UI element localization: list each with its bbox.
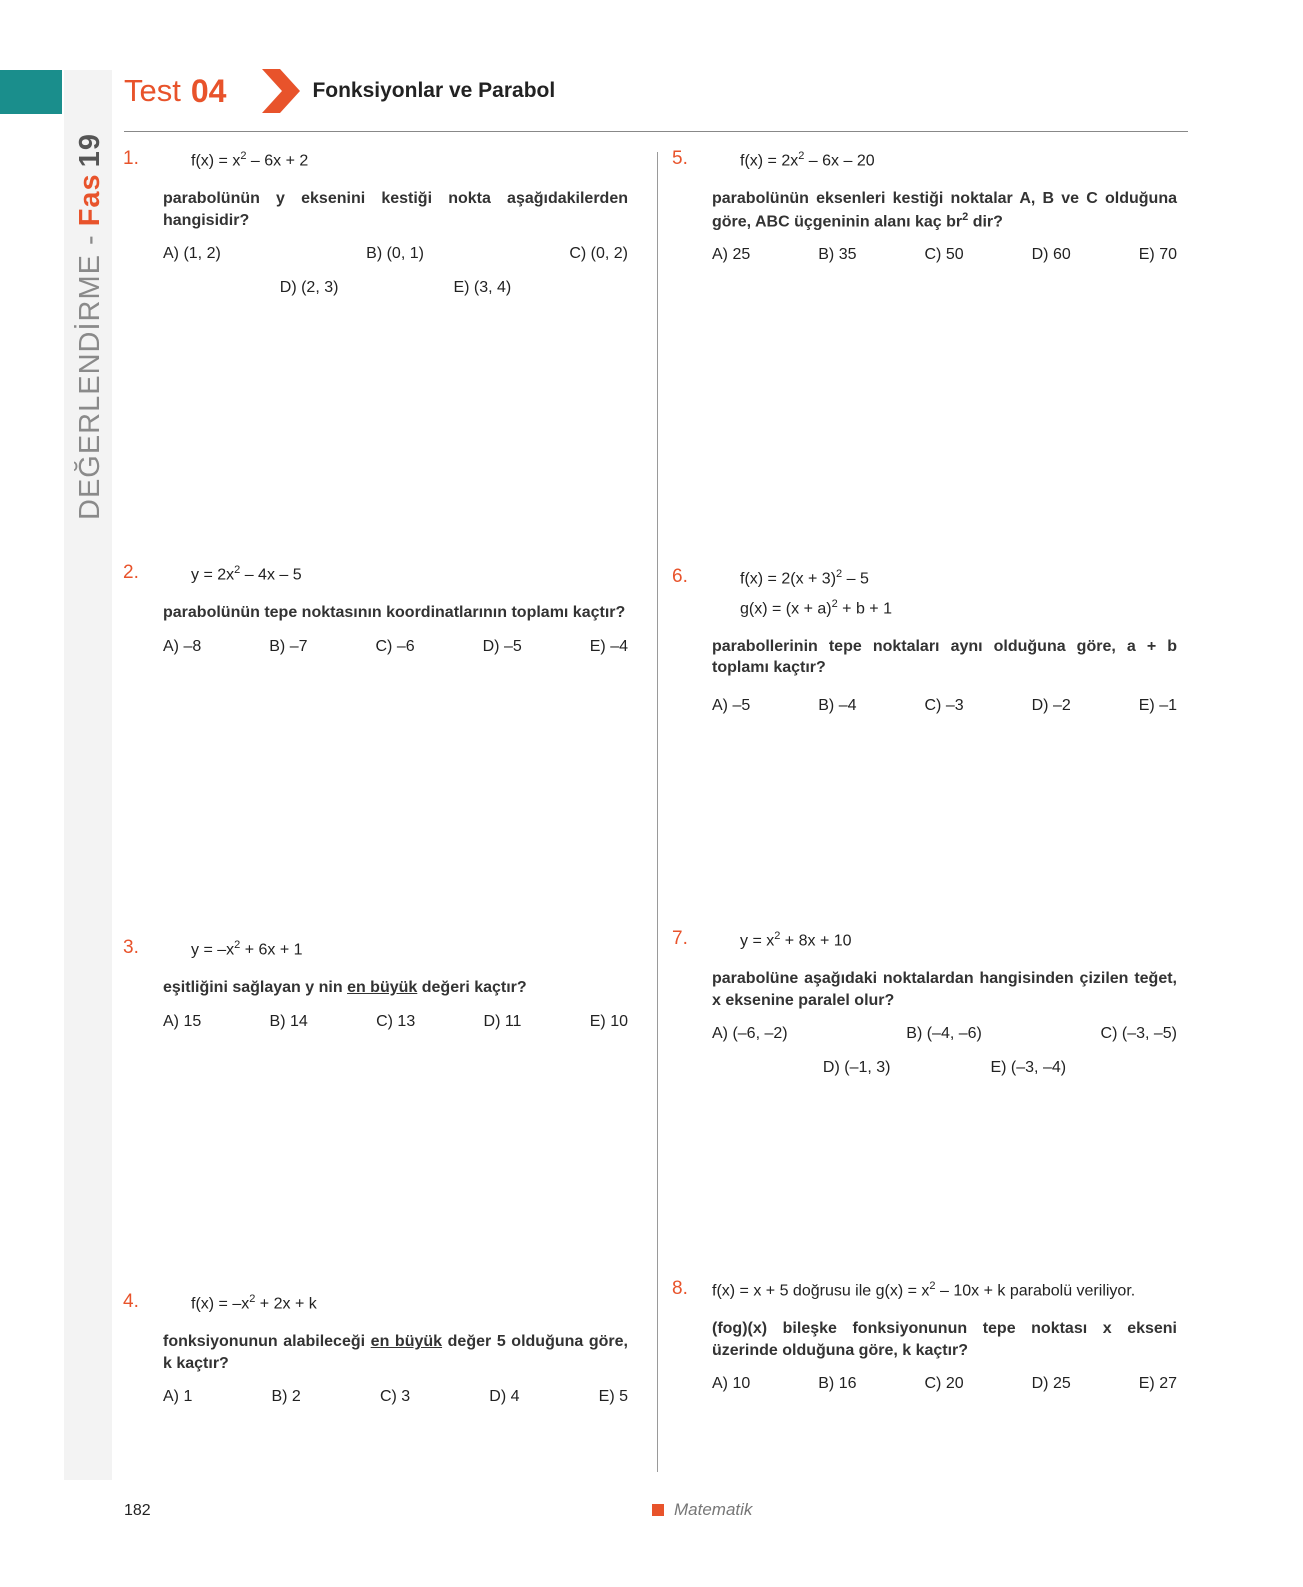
question-number: 3. <box>123 937 139 958</box>
option-e[interactable]: E) –4 <box>589 637 628 655</box>
question-text: parabolüne aşağıdaki noktalardan hangisinden çizilen teğet, x eksenine paralel olur? <box>712 969 1177 1009</box>
option-d[interactable]: D) –5 <box>482 637 522 655</box>
option-d[interactable]: D) –2 <box>1031 697 1071 715</box>
question-formula: $f(x) = 2(x + 3)^2 - 5$ <box>740 568 869 588</box>
option-a[interactable]: A) (–6, –2) <box>712 1025 788 1043</box>
question-number: 6. <box>672 566 688 587</box>
question-4 <box>123 1291 629 1406</box>
page-header <box>124 68 555 114</box>
option-e[interactable]: E) –1 <box>1138 697 1177 715</box>
answer-options <box>163 1388 628 1406</box>
option-a[interactable]: A) 10 <box>712 1375 751 1393</box>
option-e[interactable]: E) 5 <box>598 1388 628 1406</box>
option-d[interactable]: D) 25 <box>1031 1375 1071 1393</box>
question-formula-2: $g(x) = (x + a)^2 + b + 1$ <box>740 597 892 618</box>
option-c[interactable]: C) –3 <box>924 697 964 715</box>
header-divider <box>124 131 1188 132</box>
question-formula: $y = -x^2 + 6x + 1$ <box>191 939 303 959</box>
teal-corner-bar <box>0 70 62 114</box>
footer-book-label <box>652 1500 752 1520</box>
option-c[interactable]: C) 13 <box>376 1012 416 1030</box>
answer-options <box>712 246 1177 264</box>
question-formula: f(x) = x + 5 doğrusu ile $g(x) = x^2 - 10x + k$ parabolü veriliyor. <box>712 1280 1136 1300</box>
square-icon <box>652 1504 664 1516</box>
question-text: parabolünün tepe noktasının koordinatlarının toplamı kaçtır? <box>163 603 626 621</box>
option-c[interactable]: C) 3 <box>379 1388 411 1406</box>
question-text: parabolünün eksenleri kestiği noktalar A, B ve C olduğuna göre, ABC üçgeninin alanı kaç $br^2$ dir? <box>712 189 1177 230</box>
option-c[interactable]: C) 50 <box>924 246 964 264</box>
option-d[interactable]: D) (–1, 3) <box>822 1059 891 1077</box>
answer-options <box>712 697 1177 715</box>
question-text: fonksiyonunun alabileceği en büyük değer 5 olduğuna göre, k kaçtır? <box>163 1332 629 1372</box>
option-b[interactable]: B) 16 <box>818 1375 857 1393</box>
question-formula: $y = x^2 + 8x + 10$ <box>740 930 852 950</box>
option-b[interactable]: B) 14 <box>269 1012 308 1030</box>
answer-options-row2 <box>712 1059 1177 1077</box>
option-a[interactable]: A) 25 <box>712 246 751 264</box>
option-a[interactable]: A) 1 <box>163 1388 193 1406</box>
option-d[interactable]: D) (2, 3) <box>279 279 339 297</box>
option-e[interactable]: E) 70 <box>1138 246 1177 264</box>
option-c[interactable]: C) –6 <box>375 637 415 655</box>
answer-options-row2 <box>163 279 628 297</box>
side-label-text: DEĞERLENDİRME - <box>73 234 106 520</box>
page-number: 182 <box>124 1502 151 1519</box>
question-text: (fog)(x) bileşke fonksiyonunun tepe noktası x ekseni üzerinde olduğuna göre, k kaçtır? <box>712 1319 1177 1359</box>
option-b[interactable]: B) 35 <box>818 246 857 264</box>
option-a[interactable]: A) (1, 2) <box>163 245 221 263</box>
option-e[interactable]: E) 27 <box>1138 1375 1177 1393</box>
option-d[interactable]: D) 11 <box>483 1012 522 1030</box>
test-label: Test <box>124 73 181 108</box>
option-b[interactable]: B) (0, 1) <box>366 245 424 263</box>
question-formula: $f(x) = 2x^2 - 6x - 20$ <box>740 150 875 170</box>
option-e[interactable]: E) (3, 4) <box>453 279 512 297</box>
question-7 <box>672 928 1177 1077</box>
answer-options <box>163 1013 628 1031</box>
question-text: parabollerinin tepe noktaları aynı olduğuna göre, a + b toplamı kaçtır? <box>712 637 1177 677</box>
option-c[interactable]: C) 20 <box>924 1375 964 1393</box>
fasikul-word: Fas <box>73 173 106 227</box>
option-e[interactable]: E) (–3, –4) <box>990 1059 1067 1077</box>
side-label <box>62 90 118 520</box>
question-text: eşitliğini sağlayan y nin en büyük değeri kaçtır? <box>163 978 527 996</box>
question-number: 8. <box>672 1278 688 1299</box>
option-a[interactable]: A) –8 <box>163 637 202 655</box>
question-formula: $f(x) = -x^2 + 2x + k$ <box>191 1293 317 1313</box>
answer-options <box>712 1375 1177 1393</box>
option-b[interactable]: B) –4 <box>818 697 857 715</box>
question-number: 7. <box>672 928 688 949</box>
option-b[interactable]: B) 2 <box>271 1388 301 1406</box>
question-3 <box>123 937 628 1031</box>
book-title: Matematik <box>674 1500 753 1519</box>
question-5 <box>672 148 1177 264</box>
option-a[interactable]: A) –5 <box>712 697 751 715</box>
option-c[interactable]: C) (–3, –5) <box>1100 1025 1177 1043</box>
column-divider <box>657 152 658 1472</box>
question-number: 1. <box>123 148 139 169</box>
question-text: parabolünün y eksenini kestiği nokta aşağıdakilerden hangisidir? <box>163 189 628 229</box>
option-a[interactable]: A) 15 <box>163 1012 202 1030</box>
question-number: 2. <box>123 562 139 583</box>
question-8 <box>672 1278 1177 1393</box>
test-number: 04 <box>190 72 227 109</box>
option-b[interactable]: B) –7 <box>269 637 308 655</box>
option-e[interactable]: E) 10 <box>589 1012 628 1030</box>
question-formula: $f(x) = x^2 - 6x + 2$ <box>191 150 309 170</box>
option-c[interactable]: C) (0, 2) <box>569 245 628 263</box>
question-number: 5. <box>672 148 688 169</box>
option-d[interactable]: D) 60 <box>1031 246 1071 264</box>
answer-options <box>712 1025 1177 1043</box>
question-formula: $y = 2x^2 - 4x - 5$ <box>191 564 302 584</box>
fasikul-number: 19 <box>73 133 106 168</box>
question-number: 4. <box>123 1291 139 1312</box>
answer-options <box>163 638 628 656</box>
question-2 <box>123 562 628 656</box>
chevron-right-icon <box>260 69 300 113</box>
question-6 <box>672 566 1177 715</box>
option-d[interactable]: D) 4 <box>489 1388 520 1406</box>
question-1 <box>123 148 628 297</box>
topic-title: Fonksiyonlar ve Parabol <box>312 79 556 102</box>
answer-options <box>163 245 628 263</box>
option-b[interactable]: B) (–4, –6) <box>906 1025 982 1043</box>
